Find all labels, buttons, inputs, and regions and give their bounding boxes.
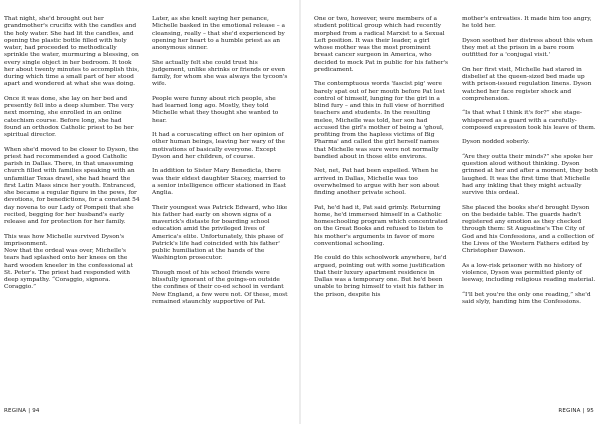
paragraph [4, 248, 140, 292]
paragraph: Net, net, Pat had been expelled. When he arrived in Dallas, Michelle was too overwhelmed to argue with her son about finding another private school. [314, 168, 440, 196]
paragraph: The contemptuous words 'fascist pig' were barely spat out of her mouth before Pat lost control of himself, lunging for the girl in a blind fury – and this in full view of horrified teachers and students. In the resulting melee, Michelle was told, her son had accused the girl's mother of being a 'ghoul, profiting from the hapless victims of Big Pharma' and called the girl herself names that Michelle was sure were not normally bandied about in those elite environs. [314, 81, 445, 160]
paragraph: One or two, however, were members of a student political group which had recently morphed from a radical Marxist to a Sexual Left position. It was their leader, a girl whose mother was the most prominent breast cancer surgeon in America, who decided to mock Pat in public for his father's predicament. [314, 16, 449, 73]
left-page-column-1 [4, 16, 140, 292]
page-footer-right: REGINA | 95 [558, 408, 594, 414]
paragraph: That night, she'd brought out her grandmother's crucifix with the candles and the holy water. She had lit the candles, and opening the plastic bottle filled with holy water, had proceeded to methodically sprinkle the water, murmuring a blessing, on every single object in her bedroom. It took her about twenty minutes to accomplish this, during which time a small part of her stood apart and wondered at what she was doing. [4, 16, 140, 88]
paragraph: She actually felt she could trust his judgement, unlike shrinks or friends or even family, for whom she was always the tycoon's wife. [152, 59, 288, 88]
paragraph: He could do this schoolwork anywhere, he'd argued, pointing out with some justification that their luxury apartment residence in Dallas was a temporary one. But he'd been unable to bring himself to visit his father in the prison, despite his [314, 255, 447, 298]
paragraph: Their youngest was Patrick Edward, who like his father had early on shown signs of a maverick's distaste for boarding school education amid the privileged lives of America's elite. Unfortunately, this phase of Patrick's life had coincided with his father' public humiliation at the hands of the Washington prosecutor. [152, 204, 288, 262]
paragraph-text: Now that the ordeal was over, Michelle's tears had splashed onto her knees on the hard wooden kneeler in the confessional at St. Peter's. The priest had responded with deep sympathy. “Coraggio, signora. Coraggio.” [4, 248, 134, 291]
paragraph: In addition to Sister Mary Benedicta, there was their eldest daughter Stacey, married to a senior intelligence officer stationed in East Anglia. [152, 168, 287, 196]
paragraph: Dyson nodded soberly. [462, 139, 530, 146]
right-page [300, 0, 600, 424]
right-page-column-2 [462, 16, 598, 306]
paragraph: People were funny about rich people, she had learned long ago. Mostly, they told Michelle what they thought she wanted to hear. [152, 95, 279, 124]
paragraph: It had a coruscating effect on her opinion of other human beings, leaving her wary of the motivations of basically everyone. Except Dyson and her children, of course. [152, 132, 286, 160]
paragraph: mother's entreaties. It made him too angry, he told her. [462, 16, 592, 30]
page-footer-left: REGINA | 94 [4, 408, 40, 414]
left-page-column-2 [152, 16, 288, 306]
paragraph [4, 234, 140, 249]
paragraph: Pat, he'd had it, Pat said grimly. Returning home, he'd immersed himself in a Catholic homeschooling program which concentrated on the Great Books and refused to listen to his mother's arguments in favor of more conventional schooling. [314, 204, 448, 247]
paragraph: “Is that what I think it's for?” she stage-whispered as a guard with a carefully-composed expression took his leave of them. [462, 110, 596, 131]
paragraph: Though most of his school friends were blissfully ignorant of the goings-on outside the confines of their co-ed school in verdant New England, a few were not. Of these, most remained staunchly supportive of Pat. [152, 269, 288, 305]
paragraph: Once it was done, she lay on her bed and presently fell into a deep slumber. The very next morning, she enrolled in an online catechism course. Before long, she had found an orthodox Catholic priest to be her spiritual director. [4, 95, 134, 138]
paragraph-text: This was how Michelle survived Dyson's imprisonment. [4, 233, 125, 247]
right-page-column-1 [314, 16, 450, 299]
paragraph: “Are they outta their minds?” she spoke her question aloud without thinking. Dyson grinned at her and after a moment, they both laughed. It was the first time that Michelle had any inkling that they might actually survive this ordeal. [462, 153, 598, 196]
paragraph: Later, as she knelt saying her penance, Michelle basked in the emotional release – a cleansing, really – that she'd experienced by opening her heart to a humble priest as an anonymous sinner. [152, 16, 286, 51]
paragraph: When she'd moved to be closer to Dyson, the priest had recommended a good Catholic parish in Dallas. There, in that unassuming church filled with families speaking with an unfamiliar Texas drawl, she had heard the first Latin Mass since her youth. Entranced, she became a regular figure in the pews, for devotions, for benedictions, for a constant 54 day novena to our Lady of Pompeii that she recited, begging for her husband's early release and for protection for her family. [4, 146, 140, 225]
paragraph: On her first visit, Michelle had stared in disbelief at the queen-sized bed made up with prison-issued regulation linens. Dyson watched her face register shock and comprehension. [462, 66, 592, 102]
paragraph: “I'll bet you're the only one reading,” she'd said slyly, handing him the Confessions. [462, 291, 591, 305]
paragraph: She placed the books she'd brought Dyson on the bedside table. The guards hadn't registered any emotion as they checked through them: St Augustine's The City of God and his Confessions, and a collection of the Lives of the Western Fathers edited by Christopher Dawson. [462, 204, 594, 254]
paragraph: As a low-risk prisoner with no history of violence, Dyson was permitted plenty of leeway, including religious reading material. [462, 262, 596, 283]
paragraph: Dyson soothed her distress about this when they met at the prison in a bare room outfitted for a 'conjugal visit.' [462, 37, 593, 59]
